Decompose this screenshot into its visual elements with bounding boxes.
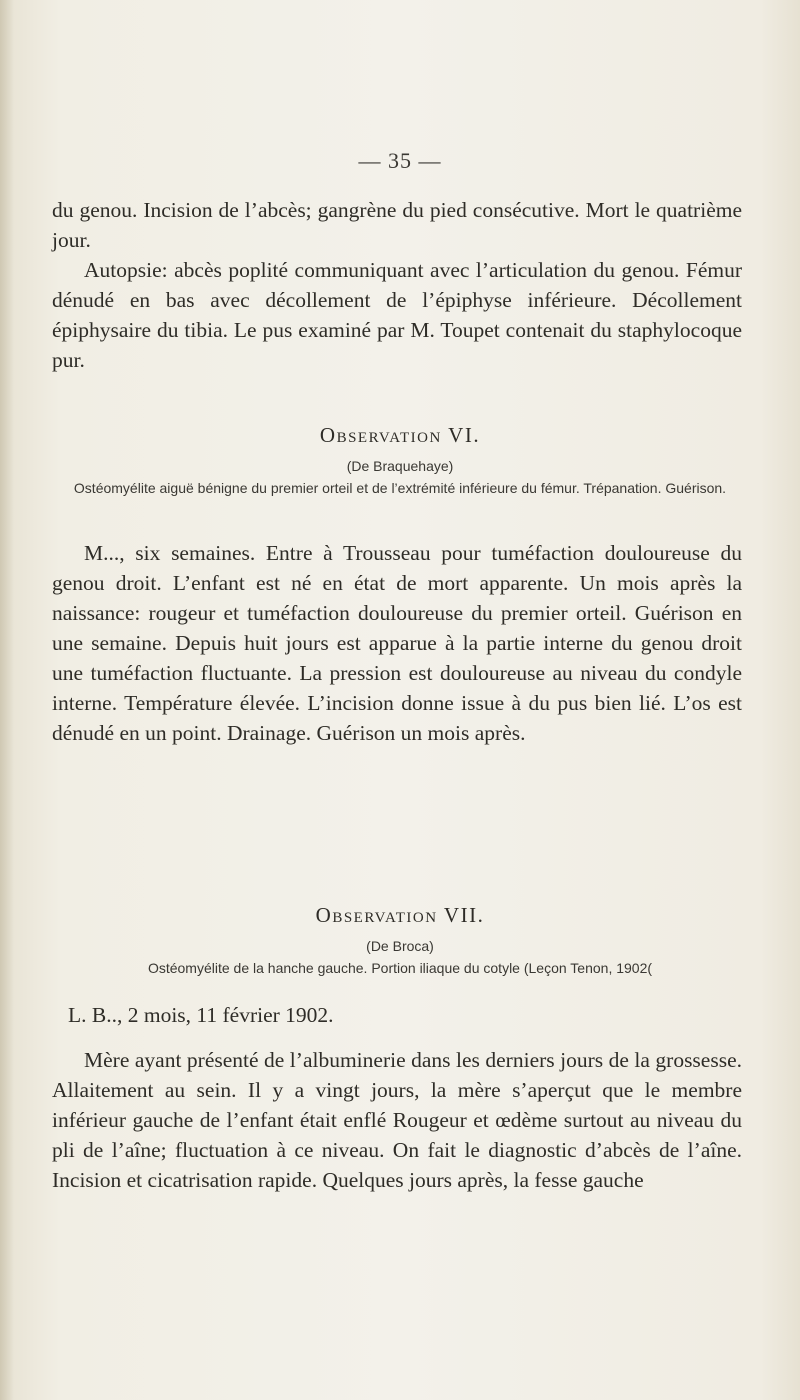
observation-7-summary: Ostéomyélite de la hanche gauche. Portion iliaque du cotyle (Leçon Tenon, 1902( xyxy=(147,960,653,976)
observation-6-source: (De Braquehaye) xyxy=(346,458,454,474)
page-binding-shadow xyxy=(0,0,14,1400)
observation-7-patient-line: L. B.., 2 mois, 11 février 1902. xyxy=(68,1003,334,1027)
observation-7-title: Observation VII. xyxy=(315,903,485,927)
observation-6-summary: Ostéomyélite aiguë bénigne du premier orteil et de l’extrémité inférieure du fémur. Trépanation. Guérison. xyxy=(73,480,727,496)
observation-6-body: M..., six semaines. Entre à Trousseau pour tuméfaction douloureuse du genou droit. L’enfant est né en état de mort apparente. Un mois après la naissance: rougeur et tuméfaction douloureuse du premier orteil. Guérison en une semaine. Depuis huit jours est apparue à la partie interne du genou droit une tuméfaction fluctuante. La pression est douloureuse au niveau du condyle interne. Température élevée. L’incision donne issue à du pus bien lié. L’os est dénudé en un point. Drainage. Guérison un mois après. xyxy=(52,541,742,745)
observation-7-source: (De Broca) xyxy=(366,938,434,954)
observation-6-title: Observation VI. xyxy=(319,423,481,447)
page-number: — 35 — xyxy=(358,148,442,173)
observation-7-body: Mère ayant présenté de l’albuminerie dans les derniers jours de la grossesse. Allaitement au sein. Il y a vingt jours, la mère s’aperçut que le membre inférieur gauche de l’enfant était enflé Rougeur et œdème surtout au niveau du pli de l’aîne; fluctuation à ce niveau. On fait le diagnostic d’abcès de l’aîne. Incision et cicatrisation rapide. Quelques jours après, la fesse gauche xyxy=(52,1048,742,1192)
paragraph-continuation: du genou. Incision de l’abcès; gangrène du pied consécutive. Mort le quatrième jour. xyxy=(52,198,742,252)
paragraph-autopsy: Autopsie: abcès poplité communiquant avec l’articulation du genou. Fémur dénudé en bas avec décollement de l’épiphyse inférieure. Décollement épiphysaire du tibia. Le pus examiné par M. Toupet contenait du staphylocoque pur. xyxy=(52,258,742,372)
